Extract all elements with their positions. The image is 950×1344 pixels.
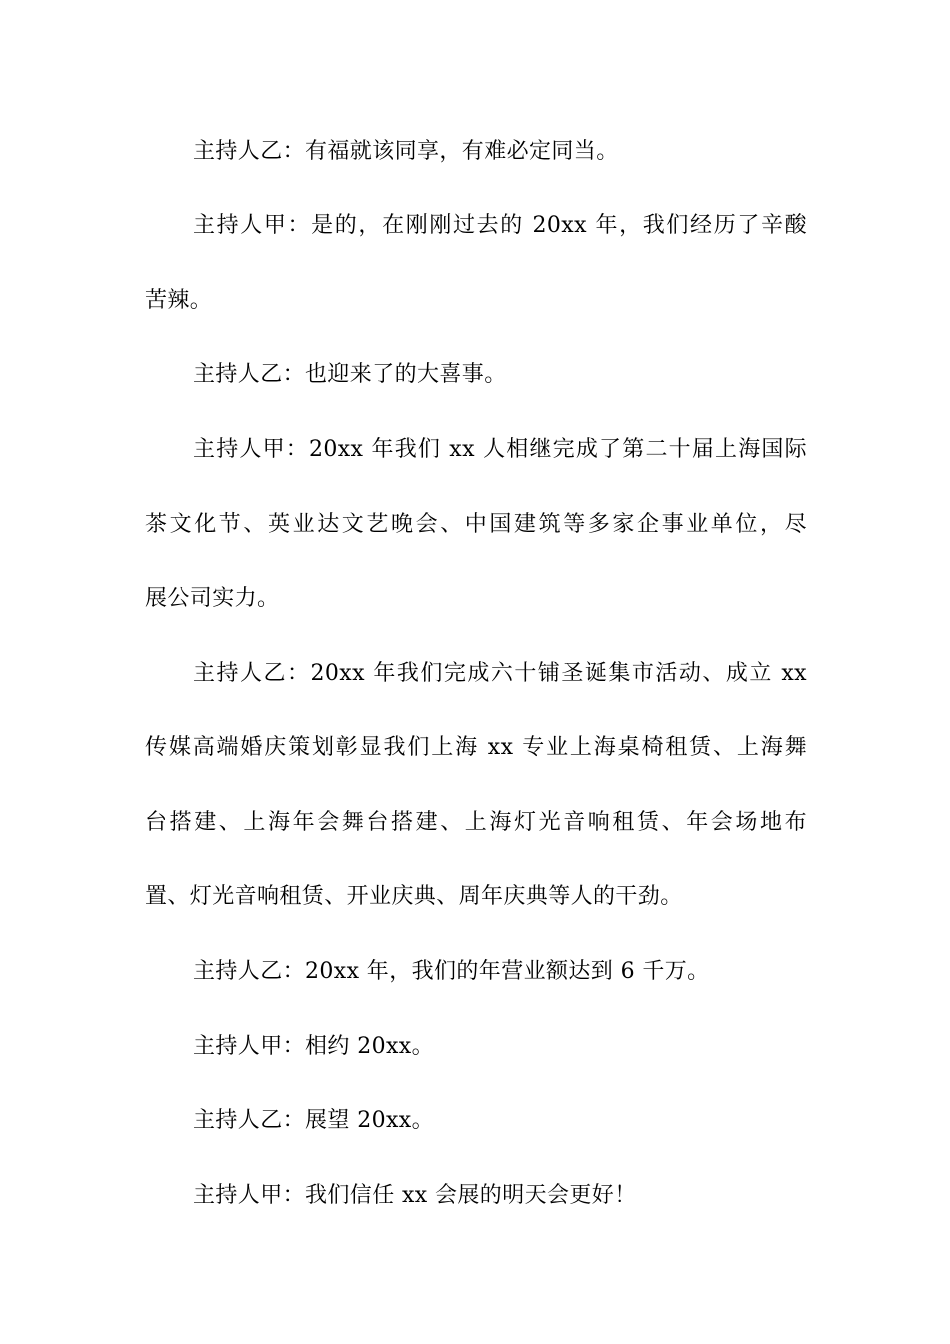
paragraph-line: 展公司实力。 [145, 586, 280, 611]
paragraph-line: 主持人乙：展望 20xx。 [193, 1108, 435, 1133]
paragraph-line: 主持人甲：20xx 年我们 xx 人相继完成了第二十届上海国际 [193, 437, 807, 462]
paragraph-line: 主持人甲：是的，在刚刚过去的 20xx 年，我们经历了辛酸 [193, 213, 807, 238]
paragraph-line: 主持人乙：20xx 年，我们的年营业额达到 6 千万。 [193, 959, 710, 984]
paragraph-line: 茶文化节、英业达文艺晚会、中国建筑等多家企事业单位，尽 [145, 512, 807, 537]
paragraph-line: 主持人乙：也迎来了的大喜事。 [193, 362, 507, 387]
paragraph-line: 主持人乙：20xx 年我们完成六十铺圣诞集市活动、成立 xx [193, 661, 807, 686]
paragraph-line: 主持人乙：有福就该同享，有难必定同当。 [193, 139, 619, 164]
paragraph-line: 主持人甲：相约 20xx。 [193, 1034, 435, 1059]
paragraph-line: 台搭建、上海年会舞台搭建、上海灯光音响租赁、年会场地布 [145, 810, 807, 835]
paragraph-line: 传媒高端婚庆策划彰显我们上海 xx 专业上海桌椅租赁、上海舞 [145, 735, 807, 760]
paragraph-line: 置、灯光音响租赁、开业庆典、周年庆典等人的干劲。 [145, 884, 683, 909]
paragraph-line: 苦辣。 [145, 288, 213, 313]
paragraph-line: 主持人甲：我们信任 xx 会展的明天会更好！ [193, 1183, 637, 1208]
